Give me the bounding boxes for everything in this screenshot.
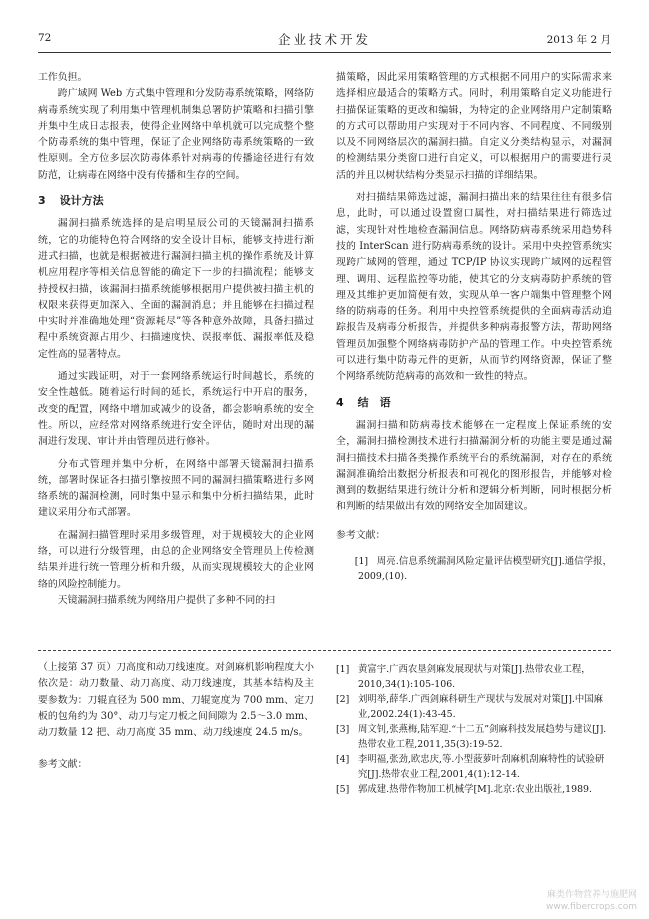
reference-item: [336, 554, 612, 584]
journal-title: 企业技术开发: [277, 32, 371, 47]
header-rule: [38, 52, 611, 53]
issue-date: 2013 年 2 月: [546, 34, 611, 46]
reference-number: [2]: [336, 694, 350, 705]
section-title: 结 语: [357, 395, 391, 409]
section-heading-4: [336, 395, 612, 411]
paragraph: 天镜漏洞扫描系统为网络用户提供了多种不同的扫: [57, 594, 276, 606]
paragraph: 跨广域网 Web 方式集中管理和分发防毒系统策略，网络防病毒系统实现了利用集中管理机制集总署防护策略和扫描引擎并集中生成日志报表，使得企业网络中单机就可以完成整个整个防毒系统的集中管理，保证了企业网络防毒系统策略的一致性原则。全方位多层次防毒体系针对病毒的传播途径进行有效防范，让病毒在网络中没有传播和生存的空间。: [38, 88, 314, 181]
watermark: [546, 889, 637, 913]
paragraph: 通过实践证明，对于一套网络系统运行时间越长，系统的安全性越低。随着运行时间的延长，系统运行中开启的服务，改变的配置，网络中增加或减少的设备，都会影响系统的安全性。所以，应经常对网络系统进行安全评估，随时对出现的漏洞进行发现、审计并由管理员进行修补。: [38, 371, 314, 448]
continued-article: [38, 660, 314, 774]
reference-number: [4]: [336, 754, 350, 765]
reference-text: 刘明举,薛华.广西剑麻科研生产现状与发展对对策[J].中国麻业,2002.24(1):43-45.: [358, 694, 604, 720]
left-column: [38, 70, 314, 609]
references-heading: 参考文献：: [38, 759, 88, 771]
page-header: [38, 28, 611, 50]
paragraph: 在漏洞扫描管理时采用多级管理，对于规模较大的企业网络，可以进行分级管理，由总的企业网络安全管理员上传检测结果并进行统一管理分析和升级，从而实现规模较大的企业网络的风险控制能力。: [38, 529, 314, 590]
reference-text: 李明福,张劲,欧忠庆,等.小型菠萝叶刮麻机刮麻特性的试验研究[J].热带农业工程,2001,4(1):12-14.: [358, 754, 605, 780]
reference-text: 黄富宇.广西农垦剑麻发展现状与对策[J].热带农业工程，2010,34(1):105-106.: [358, 664, 591, 690]
continued-references: [336, 662, 612, 797]
section-number: 4: [336, 395, 344, 409]
reference-item: [336, 722, 612, 752]
reference-item: [336, 752, 612, 782]
page-number: 72: [38, 32, 52, 44]
paragraph: （上接第 37 页）刀高度和动刀线速度。对剑麻机影响程度大小依次是：动刀数量、动刀高度、动刀线速度，其基本结构及主要参数为：刀辊直径为 500 mm、刀辊宽度为 700 mm、定刀板的包角约为 30°、动刀与定刀板之间间隙为 2.5～3.0 mm、动刀数量 12 把、动刀高度 35 mm、动刀线速度 24.5 m/s。: [38, 662, 314, 739]
reference-text: 郭成建.热带作物加工机械学[M].北京:农业出版社,1989.: [358, 784, 592, 795]
reference-item: [336, 662, 612, 692]
reference-number: [1]: [336, 664, 350, 675]
reference-number: [5]: [336, 784, 350, 795]
references-heading: 参考文献：: [336, 529, 386, 541]
section-number: 3: [38, 194, 46, 208]
reference-number: [1]: [354, 556, 369, 568]
paragraph: 分布式管理并集中分析，在网络中部署天镜漏洞扫描系统，部署时保证各扫描引擎按照不同的漏洞扫描策略进行多网络系统的漏洞检测，同时集中显示和集中分析扫描结果，此时建议采用分布式部署。: [38, 458, 314, 519]
reference-number: [3]: [336, 724, 350, 735]
reference-text: 周文钊,张燕梅,陆军迎.“十二五”剑麻科技发展趋势与建议[J].热带农业工程,2011,35(3):19-52.: [358, 724, 607, 750]
paragraph: 描策略，因此采用策略管理的方式根据不同用户的实际需求来选择相应最适合的策略方式。同时，利用策略自定义功能进行扫描保证策略的更改和编辑，为特定的企业网络用户定制策略的方式可以帮助用户实现对于不同内容、不同程度、不同级别以及不同网络层次的漏洞扫描。自定义分类结构显示，对漏洞的检测结果分类窗口进行自定义，可以根据用户的需要进行灵活的并且以树状结构分类显示扫描的详细结果。: [336, 72, 612, 181]
paragraph: 漏洞扫描和防病毒技术能够在一定程度上保证系统的安全，漏洞扫描检测技术进行扫描漏洞分析的功能主要是通过漏洞扫描技术扫描各类操作系统平台的系统漏洞，对存在的系统漏洞准确给出数据分析报表和可视化的图形报告，并能够对检测到的数据结果进行统计分析和逻辑分析判断，同时根据分析和判断的结果做出有效的网络安全加固建议。: [336, 419, 612, 513]
watermark-line: www.fibercrops.com: [546, 902, 637, 912]
article-separator: [38, 650, 611, 651]
paragraph: 对扫描结果筛选过滤，漏洞扫描出来的结果往往有很多信息，此时，可以通过设置窗口属性，对扫描结果进行筛选过滤，实现针对性地检查漏洞信息。网络防病毒系统采用趋势科技的 InterScan 进行防病毒系统的设计。采用中央控管系统实现跨广域网的管理，通过 TCP/IP 协议实现跨广域网的远程管理、调用、远程监控等功能，使其它的分支病毒防护系统的管理及其维护更加简便有效，实现从单一客户端集中管理整个网络的防病毒的任务。利用中央控管系统提供的全面病毒活动追踪报告及病毒分析报告，并提供多种病毒报警方法，帮助网络管理员加强整个网络病毒防护产品的管理工作。中央控管系统可以进行集中防毒元件的更新，从而节约网络资源，保证了整个网络系统防范病毒的高效和一致性的特点。: [336, 192, 612, 383]
paragraph: 漏洞扫描系统选择的是启明星辰公司的天镜漏洞扫描系统，它的功能特色符合网络的安全设计目标，能够支持进行渐进式扫描，也就是根据被进行漏洞扫描主机的操作系统及计算机应用程序等相关信息智能的确定下一步的扫描流程；能够支持授权扫描，该漏洞扫描系统能够根据用户提供被扫描主机的权限来获得更加深入、全面的漏洞消息；并且能够在扫描过程中实时并准确地处理“资源耗尽”等各种意外故障，具备扫描过程中系统资源占用少、扫描速度快、误报率低、漏报率低及稳定性高的显著特点。: [38, 218, 314, 360]
paragraph: 工作负担。: [38, 72, 88, 83]
section-title: 设计方法: [59, 194, 104, 208]
watermark-line: 麻类作物营养与施肥网: [546, 890, 637, 900]
section-heading-3: [38, 193, 314, 209]
reference-text: 周亮.信息系统漏洞风险定量评估模型研究[J].通信学报，2009,(10).: [358, 556, 612, 583]
reference-item: [336, 782, 612, 797]
right-column: [336, 70, 612, 584]
reference-item: [336, 692, 612, 722]
